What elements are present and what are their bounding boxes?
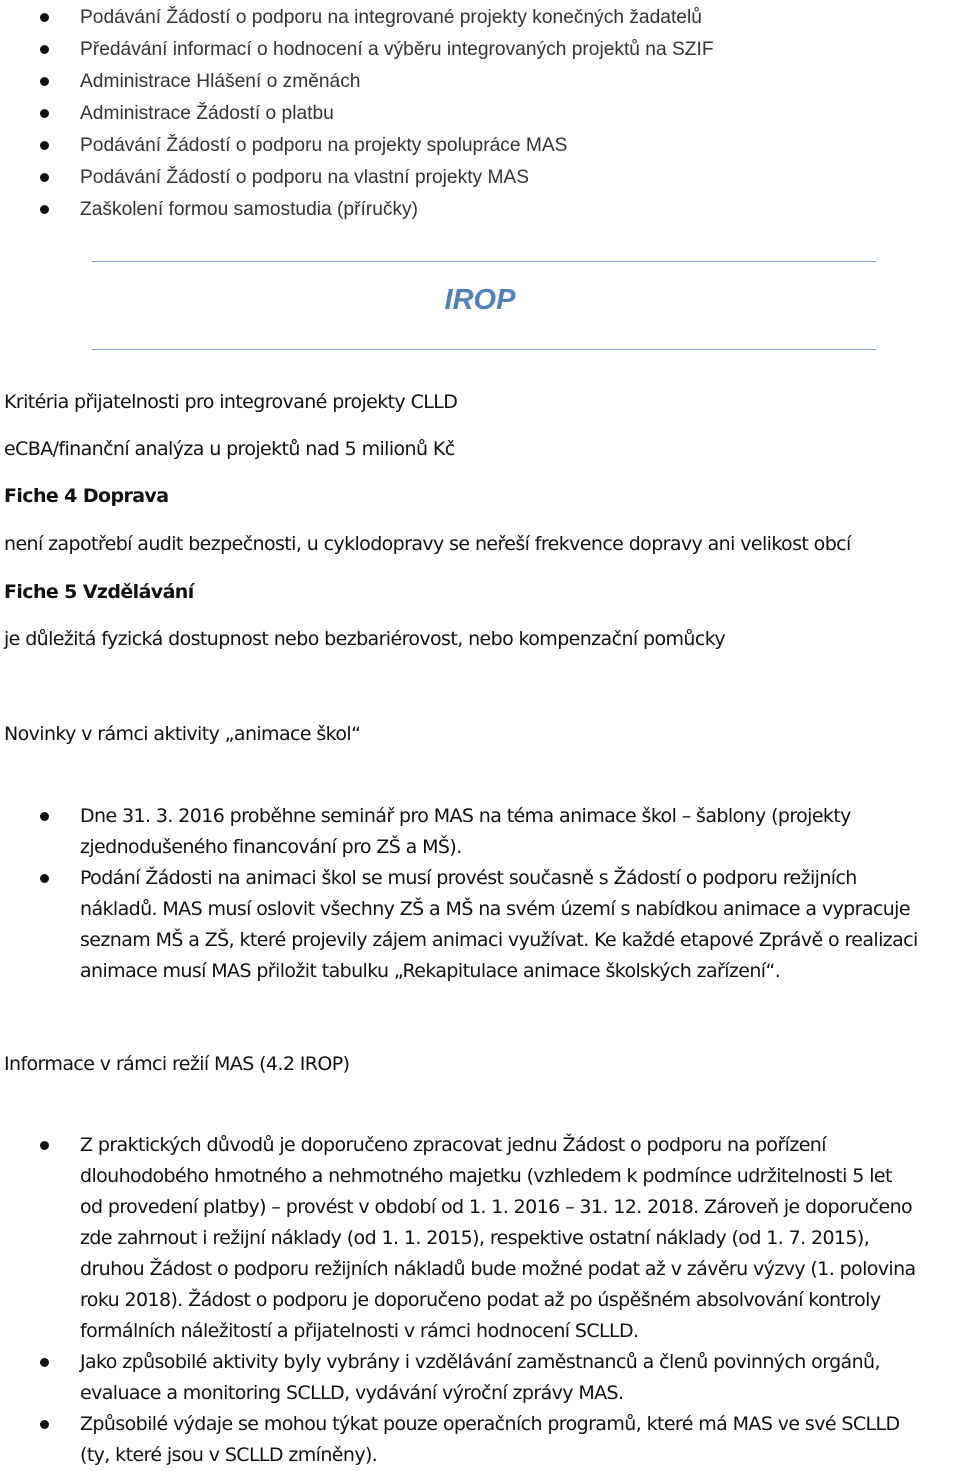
list-item	[0, 1347, 960, 1409]
list-item-line: roku 2018). Žádost o podporu je doporučeno podat až po úspěšném absolvování kontroly	[80, 1289, 881, 1311]
fiche4-title: Fiche 4 Doprava	[4, 485, 169, 507]
list-item-line: animace musí MAS přiložit tabulku „Rekapitulace animace školských zařízení“.	[80, 960, 781, 982]
list-item-line: zde zahrnout i režijní náklady (od 1. 1. 2015), respektive ostatní náklady (od 1. 7. 2015),	[80, 1227, 870, 1249]
bullet-icon	[40, 173, 49, 182]
fiche5-text: je důležitá fyzická dostupnost nebo bezbariérovost, nebo kompenzační pomůcky	[4, 628, 726, 650]
list-item-line: Způsobilé výdaje se mohou týkat pouze operačních programů, které má MAS ve své SCLLD	[80, 1413, 900, 1435]
list-item-text: Zaškolení formou samostudia (příručky)	[80, 199, 419, 220]
list-item-line: dlouhodobého hmotného a nehmotného majetku (vzhledem k podmínce udržitelnosti 5 let	[80, 1165, 892, 1187]
list-item-text: Administrace Hlášení o změnách	[80, 71, 361, 92]
bullet-icon	[40, 109, 49, 118]
bullet-icon	[40, 874, 49, 883]
list-item-line: Z praktických důvodů je doporučeno zpracovat jednu Žádost o podporu na pořízení	[80, 1134, 826, 1156]
list-item-text: Podávání Žádostí o podporu na integrované projekty konečných žadatelů	[80, 7, 702, 28]
list-item-text: Podávání Žádostí o podporu na vlastní projekty MAS	[80, 167, 530, 188]
list-item-line: (ty, které jsou v SCLLD zmíněny).	[80, 1444, 378, 1466]
list-item	[0, 98, 960, 130]
list-item	[0, 1409, 960, 1471]
criteria-paragraph: Kritéria přijatelnosti pro integrované projekty CLLD	[4, 391, 458, 413]
list-item	[0, 66, 960, 98]
ecba-paragraph: eCBA/finanční analýza u projektů nad 5 milionů Kč	[4, 438, 455, 460]
bullet-icon	[40, 1141, 49, 1150]
info-heading: Informace v rámci režií MAS (4.2 IROP)	[4, 1053, 350, 1075]
list-item	[0, 34, 960, 66]
list-item-line: Dne 31. 3. 2016 proběhne seminář pro MAS na téma animace škol – šablony (projekty	[80, 805, 851, 827]
list-item-line: Podání Žádosti na animaci škol se musí provést současně s Žádostí o podporu režijních	[80, 867, 857, 889]
bullet-icon	[40, 77, 49, 86]
bullet-icon	[40, 13, 49, 22]
list-item	[0, 194, 960, 226]
list-item-text: Administrace Žádostí o platbu	[80, 103, 334, 124]
list-item-line: druhou Žádost o podporu režijních nákladů bude možné podat až v závěru výzvy (1. polovina	[80, 1258, 916, 1280]
fiche4-text: není zapotřebí audit bezpečnosti, u cyklodopravy se neřeší frekvence dopravy ani velikost obcí	[4, 533, 851, 555]
heading-rule-top	[92, 261, 876, 262]
list-item	[0, 863, 960, 987]
list-item-line: formálních náležitostí a přijatelnosti v rámci hodnocení SCLLD.	[80, 1320, 639, 1342]
heading-rule-bottom	[92, 349, 876, 350]
bullet-icon	[40, 205, 49, 214]
news-heading: Novinky v rámci aktivity „animace škol“	[4, 723, 361, 745]
section-heading: IROP	[444, 284, 516, 316]
list-item	[0, 1130, 960, 1347]
list-item-line: Jako způsobilé aktivity byly vybrány i vzdělávání zaměstnanců a členů povinných orgánů,	[80, 1351, 880, 1373]
list-item	[0, 2, 960, 34]
list-item-text: Podávání Žádostí o podporu na projekty spolupráce MAS	[80, 135, 568, 156]
top-bullet-list	[0, 2, 960, 226]
fiche5-title: Fiche 5 Vzdělávání	[4, 581, 194, 603]
list-item-line: zjednodušeného financování pro ZŠ a MŠ).	[80, 836, 462, 858]
list-item	[0, 801, 960, 863]
list-item-text: Předávání informací o hodnocení a výběru integrovaných projektů na SZIF	[80, 39, 714, 60]
list-item-line: od provedení platby) – provést v období od 1. 1. 2016 – 31. 12. 2018. Zároveň je doporučeno	[80, 1196, 913, 1218]
list-item-line: nákladů. MAS musí oslovit všechny ZŠ a MŠ na svém území s nabídkou animace a vypracuje	[80, 898, 910, 920]
bullet-icon	[40, 1420, 49, 1429]
bullet-icon	[40, 1358, 49, 1367]
list-item	[0, 162, 960, 194]
bullet-icon	[40, 812, 49, 821]
news-bullet-list	[0, 801, 960, 987]
info-bullet-list	[0, 1130, 960, 1471]
list-item-line: evaluace a monitoring SCLLD, vydávání výroční zprávy MAS.	[80, 1382, 624, 1404]
list-item	[0, 130, 960, 162]
list-item-line: seznam MŠ a ZŠ, které projevily zájem animaci využívat. Ke každé etapové Zprávě o realizaci	[80, 929, 918, 951]
bullet-icon	[40, 141, 49, 150]
bullet-icon	[40, 45, 49, 54]
